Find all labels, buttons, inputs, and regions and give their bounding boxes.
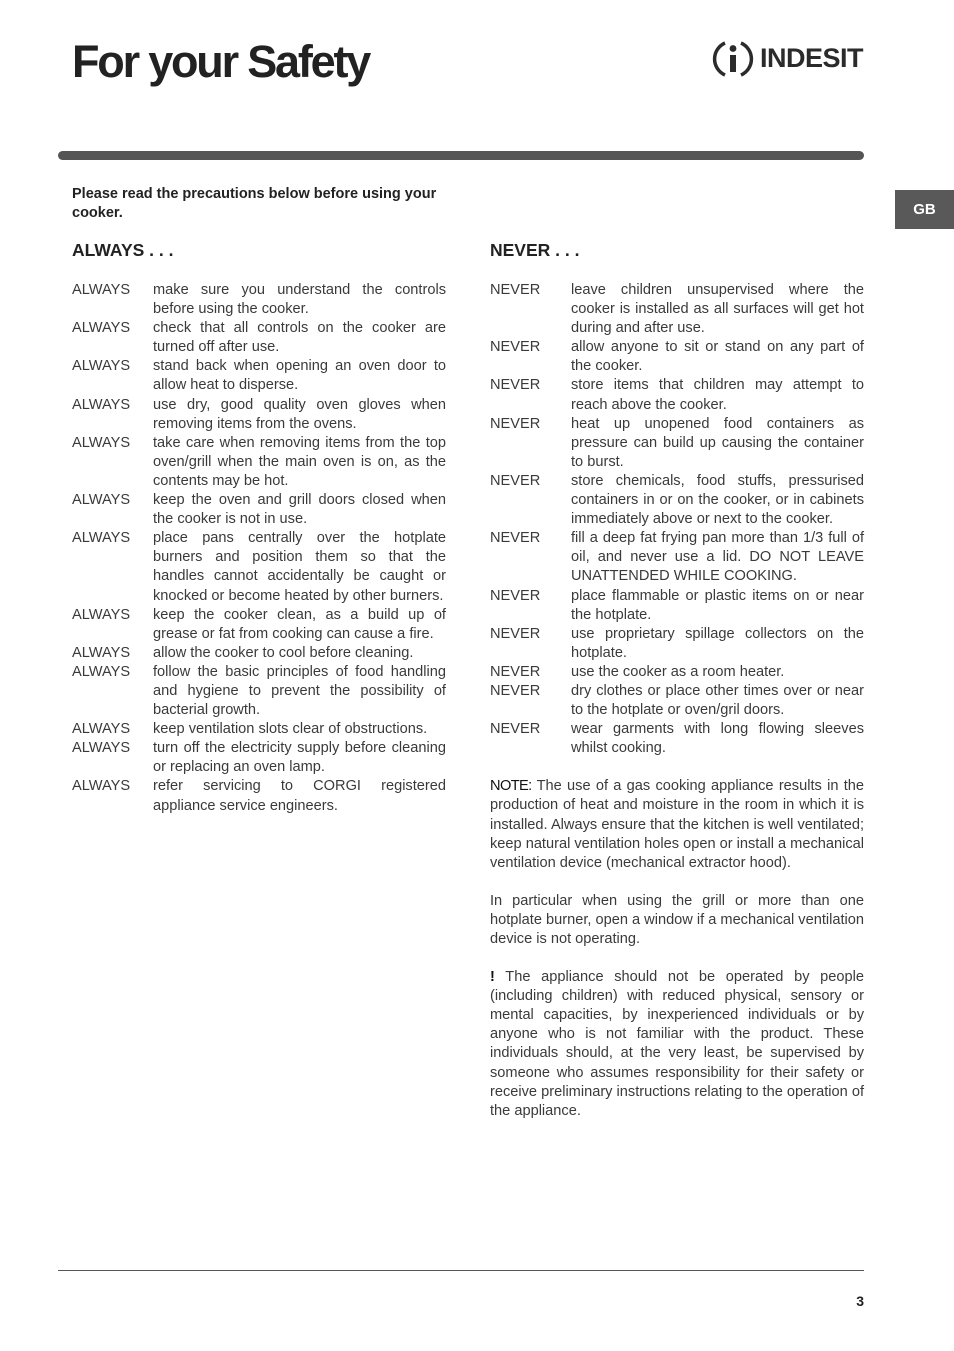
never-item: [490, 663, 864, 682]
rule-keyword: NEVER: [490, 339, 541, 356]
rule-keyword: ALWAYS: [72, 434, 131, 451]
never-item: [490, 338, 864, 376]
always-column: [72, 238, 446, 816]
never-heading: NEVER . . .: [490, 240, 580, 260]
rule-text: allow anyone to sit or stand on any part of the cooker.: [571, 339, 864, 375]
always-item: [72, 491, 446, 529]
page-title: For your Safety: [72, 36, 370, 87]
never-item: [490, 415, 864, 472]
header-divider: [58, 151, 864, 160]
rule-text: leave children unsupervised where the cooker is installed as all surfaces will get hot during and after use.: [571, 282, 864, 337]
never-column: [490, 238, 864, 1140]
never-item: [490, 625, 864, 663]
always-item: [72, 434, 446, 491]
never-item: [490, 376, 864, 414]
footer-divider: [58, 1270, 864, 1271]
rule-text: stand back when opening an oven door to allow heat to disperse.: [153, 358, 446, 394]
rule-keyword: NEVER: [490, 587, 541, 604]
rule-text: wear garments with long flowing sleeves whilst cooking.: [571, 721, 864, 757]
rule-text: store items that children may attempt to reach above the cooker.: [571, 377, 864, 413]
rule-text: use dry, good quality oven gloves when removing items from the ovens.: [153, 396, 446, 432]
rule-keyword: ALWAYS: [72, 320, 131, 337]
rule-text: make sure you understand the controls before using the cooker.: [153, 282, 446, 318]
rule-text: keep the cooker clean, as a build up of grease or fat from cooking can cause a fire.: [153, 606, 446, 642]
always-item: [72, 357, 446, 395]
rule-text: place pans centrally over the hotplate burners and position them so that the handles cannot accidentally be caught or knocked or become heated by other burners.: [153, 530, 446, 604]
rule-text: keep ventilation slots clear of obstructions.: [153, 721, 428, 738]
rule-keyword: NEVER: [490, 625, 541, 642]
rule-keyword: ALWAYS: [72, 358, 131, 375]
rule-keyword: ALWAYS: [72, 396, 131, 413]
always-item: [72, 606, 446, 644]
always-item: [72, 644, 446, 663]
rule-text: dry clothes or place other times over or near to the hotplate or oven/gril doors.: [571, 682, 864, 719]
rule-keyword: NEVER: [490, 472, 541, 489]
rule-text: take care when removing items from the top oven/grill when the main oven is on, as the contents may be hot.: [153, 434, 446, 489]
rule-keyword: ALWAYS: [72, 606, 131, 623]
rule-keyword: NEVER: [490, 377, 541, 394]
always-list: [72, 281, 446, 816]
never-item: [490, 682, 864, 720]
intro-text: Please read the precautions below before using your cooker.: [72, 186, 437, 221]
rule-text: keep the oven and grill doors closed when the cooker is not in use.: [153, 492, 446, 528]
always-item: [72, 529, 446, 605]
always-item: [72, 663, 446, 720]
warning-text: The appliance should not be operated by people (including children) with reduced physical, sensory or mental capacities, by inexperienced individuals or by anyone who is not familiar with the product. These individuals should, at the very least, be supervised by someone who assumes responsibility for their safety or receive preliminary instructions relating to the operation of the appliance.: [490, 969, 864, 1119]
rule-text: allow the cooker to cool before cleaning.: [153, 644, 414, 661]
never-item: [490, 720, 864, 758]
rule-text: heat up unopened food containers as pressure can build up causing the container to burst.: [571, 415, 864, 470]
rule-keyword: NEVER: [490, 682, 541, 699]
warning-note: [490, 968, 864, 1121]
rule-keyword: NEVER: [490, 282, 541, 298]
rule-keyword: ALWAYS: [72, 492, 131, 509]
rule-keyword: NEVER: [490, 721, 541, 738]
indesit-logo: [712, 38, 864, 80]
note-text: The use of a gas cooking appliance results in the production of heat and moisture in the room in which it is installed. Always ensure that the kitchen is well ventilated; keep natural ventilation holes open or install a mechanical ventilation device (mechanical extractor hood).: [490, 778, 864, 871]
rule-keyword: ALWAYS: [72, 740, 131, 757]
rule-text: use proprietary spillage collectors on the hotplate.: [571, 625, 864, 661]
always-item: [72, 720, 446, 739]
always-item: [72, 319, 446, 357]
always-item: [72, 281, 446, 319]
rule-keyword: ALWAYS: [72, 282, 131, 298]
brand-wordmark: INDESIT: [760, 43, 864, 73]
ventilation-note: [490, 777, 864, 872]
rule-keyword: NEVER: [490, 663, 541, 680]
indesit-i-logo-icon: [712, 38, 754, 80]
never-item: [490, 529, 864, 586]
rule-keyword: ALWAYS: [72, 663, 131, 680]
rule-text: fill a deep fat frying pan more than 1/3 full of oil, and never use a lid. DO NOT LEAVE UNATTENDED WHILE COOKING.: [571, 530, 864, 585]
rule-keyword: ALWAYS: [72, 778, 131, 795]
rule-text: place flammable or plastic items on or near the hotplate.: [571, 587, 864, 623]
rule-keyword: NEVER: [490, 415, 541, 432]
rule-text: turn off the electricity supply before cleaning or replacing an oven lamp.: [153, 740, 446, 776]
note-label: NOTE:: [490, 778, 532, 795]
rule-text: refer servicing to CORGI registered appliance service engineers.: [153, 778, 446, 814]
rule-text: store chemicals, food stuffs, pressurised containers in or on the cooker, or in cabinets immediately above or next to the cooker.: [571, 472, 864, 528]
always-heading: ALWAYS . . .: [72, 240, 174, 260]
notes-section: [490, 777, 864, 1121]
never-list: [490, 281, 864, 758]
rule-text: check that all controls on the cooker are turned off after use.: [153, 320, 446, 356]
always-item: [72, 396, 446, 434]
never-item: [490, 281, 864, 338]
always-item: [72, 739, 446, 777]
rule-text: use the cooker as a room heater.: [571, 663, 785, 680]
language-tab: GB: [895, 190, 954, 229]
never-item: [490, 472, 864, 529]
rule-keyword: ALWAYS: [72, 721, 131, 738]
warning-mark-icon: !: [490, 969, 495, 986]
rule-keyword: NEVER: [490, 530, 541, 547]
never-item: [490, 587, 864, 625]
grill-note: In particular when using the grill or more than one hotplate burner, open a window if a mechanical ventilation device is not operating.: [490, 892, 865, 947]
always-item: [72, 777, 446, 815]
page-number: 3: [856, 1293, 864, 1309]
rule-keyword: ALWAYS: [72, 530, 131, 547]
rule-text: follow the basic principles of food handling and hygiene to prevent the possibility of bacterial growth.: [153, 663, 446, 719]
rule-keyword: ALWAYS: [72, 644, 131, 661]
